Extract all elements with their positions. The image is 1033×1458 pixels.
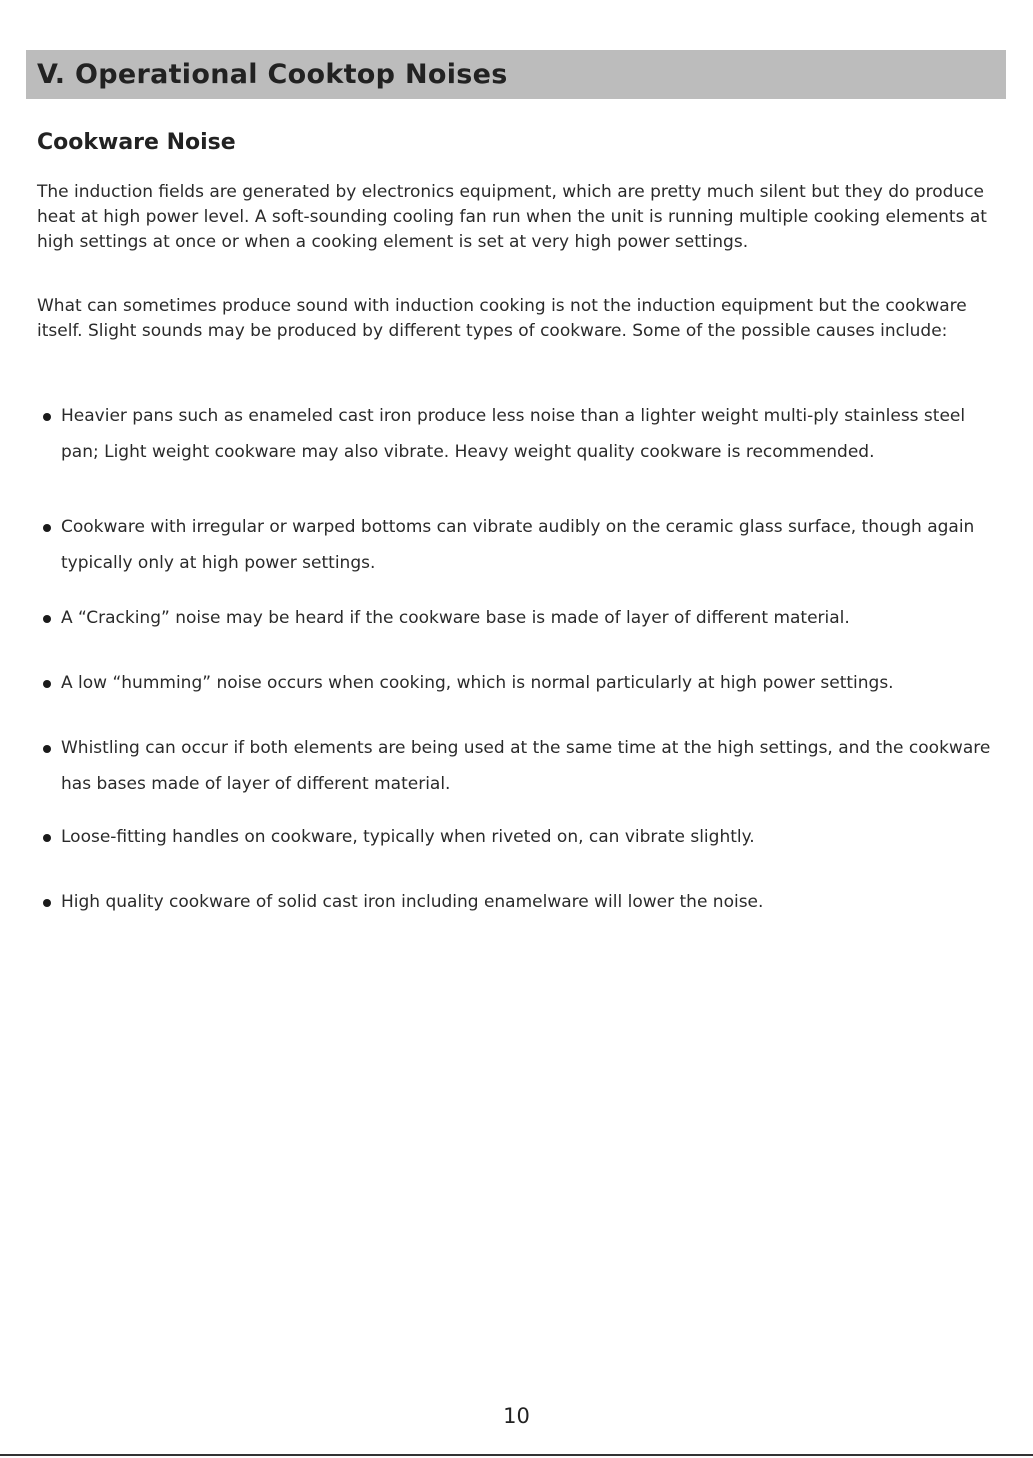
page-number: 10 xyxy=(503,1404,530,1428)
bullet-item xyxy=(43,399,998,470)
bullet-text: Heavier pans such as enameled cast iron produce less noise than a lighter weight multi-ply stainless steel pan; Light weight cookware may also vibrate. Heavy weight quality cookware is recommended. xyxy=(61,406,966,462)
bullet-dot-icon xyxy=(43,524,51,532)
bullet-dot-icon xyxy=(43,413,51,421)
bullet-dot-icon xyxy=(43,680,51,688)
bottom-divider xyxy=(0,1454,1033,1456)
bullet-dot-icon xyxy=(43,834,51,842)
bullet-item xyxy=(43,601,998,637)
bullet-text: A low “humming” noise occurs when cooking, which is normal particularly at high power settings. xyxy=(61,673,894,693)
paragraph-intro: The induction fields are generated by electronics equipment, which are pretty much silent but they do produce heat at high power level. A soft-sounding cooling fan run when the unit is running multiple cooking elements at high settings at once or when a cooking element is set at very high power settings. xyxy=(37,182,987,252)
subsection-heading: Cookware Noise xyxy=(37,130,236,155)
bullet-text: Cookware with irregular or warped bottoms can vibrate audibly on the ceramic glass surface, though again typically only at high power settings. xyxy=(61,517,975,573)
section-header-banner xyxy=(26,50,1006,99)
bullet-text: A “Cracking” noise may be heard if the cookware base is made of layer of different material. xyxy=(61,608,850,628)
bullet-item xyxy=(43,510,998,581)
bullet-dot-icon xyxy=(43,615,51,623)
bullet-item xyxy=(43,731,998,802)
bullet-text: High quality cookware of solid cast iron including enamelware will lower the noise. xyxy=(61,892,764,912)
bullet-text: Loose-fitting handles on cookware, typically when riveted on, can vibrate slightly. xyxy=(61,827,755,847)
bullet-item xyxy=(43,820,998,856)
section-title: V. Operational Cooktop Noises xyxy=(37,59,508,90)
paragraph-causes: What can sometimes produce sound with induction cooking is not the induction equipment but the cookware itself. Slight sounds may be produced by different types of cookware. Some of the possible causes include: xyxy=(37,296,967,341)
bullet-dot-icon xyxy=(43,899,51,907)
bullet-text: Whistling can occur if both elements are being used at the same time at the high settings, and the cookware has bases made of layer of different material. xyxy=(61,738,991,794)
bullet-item xyxy=(43,666,998,702)
bullet-item xyxy=(43,885,998,921)
bullet-dot-icon xyxy=(43,745,51,753)
